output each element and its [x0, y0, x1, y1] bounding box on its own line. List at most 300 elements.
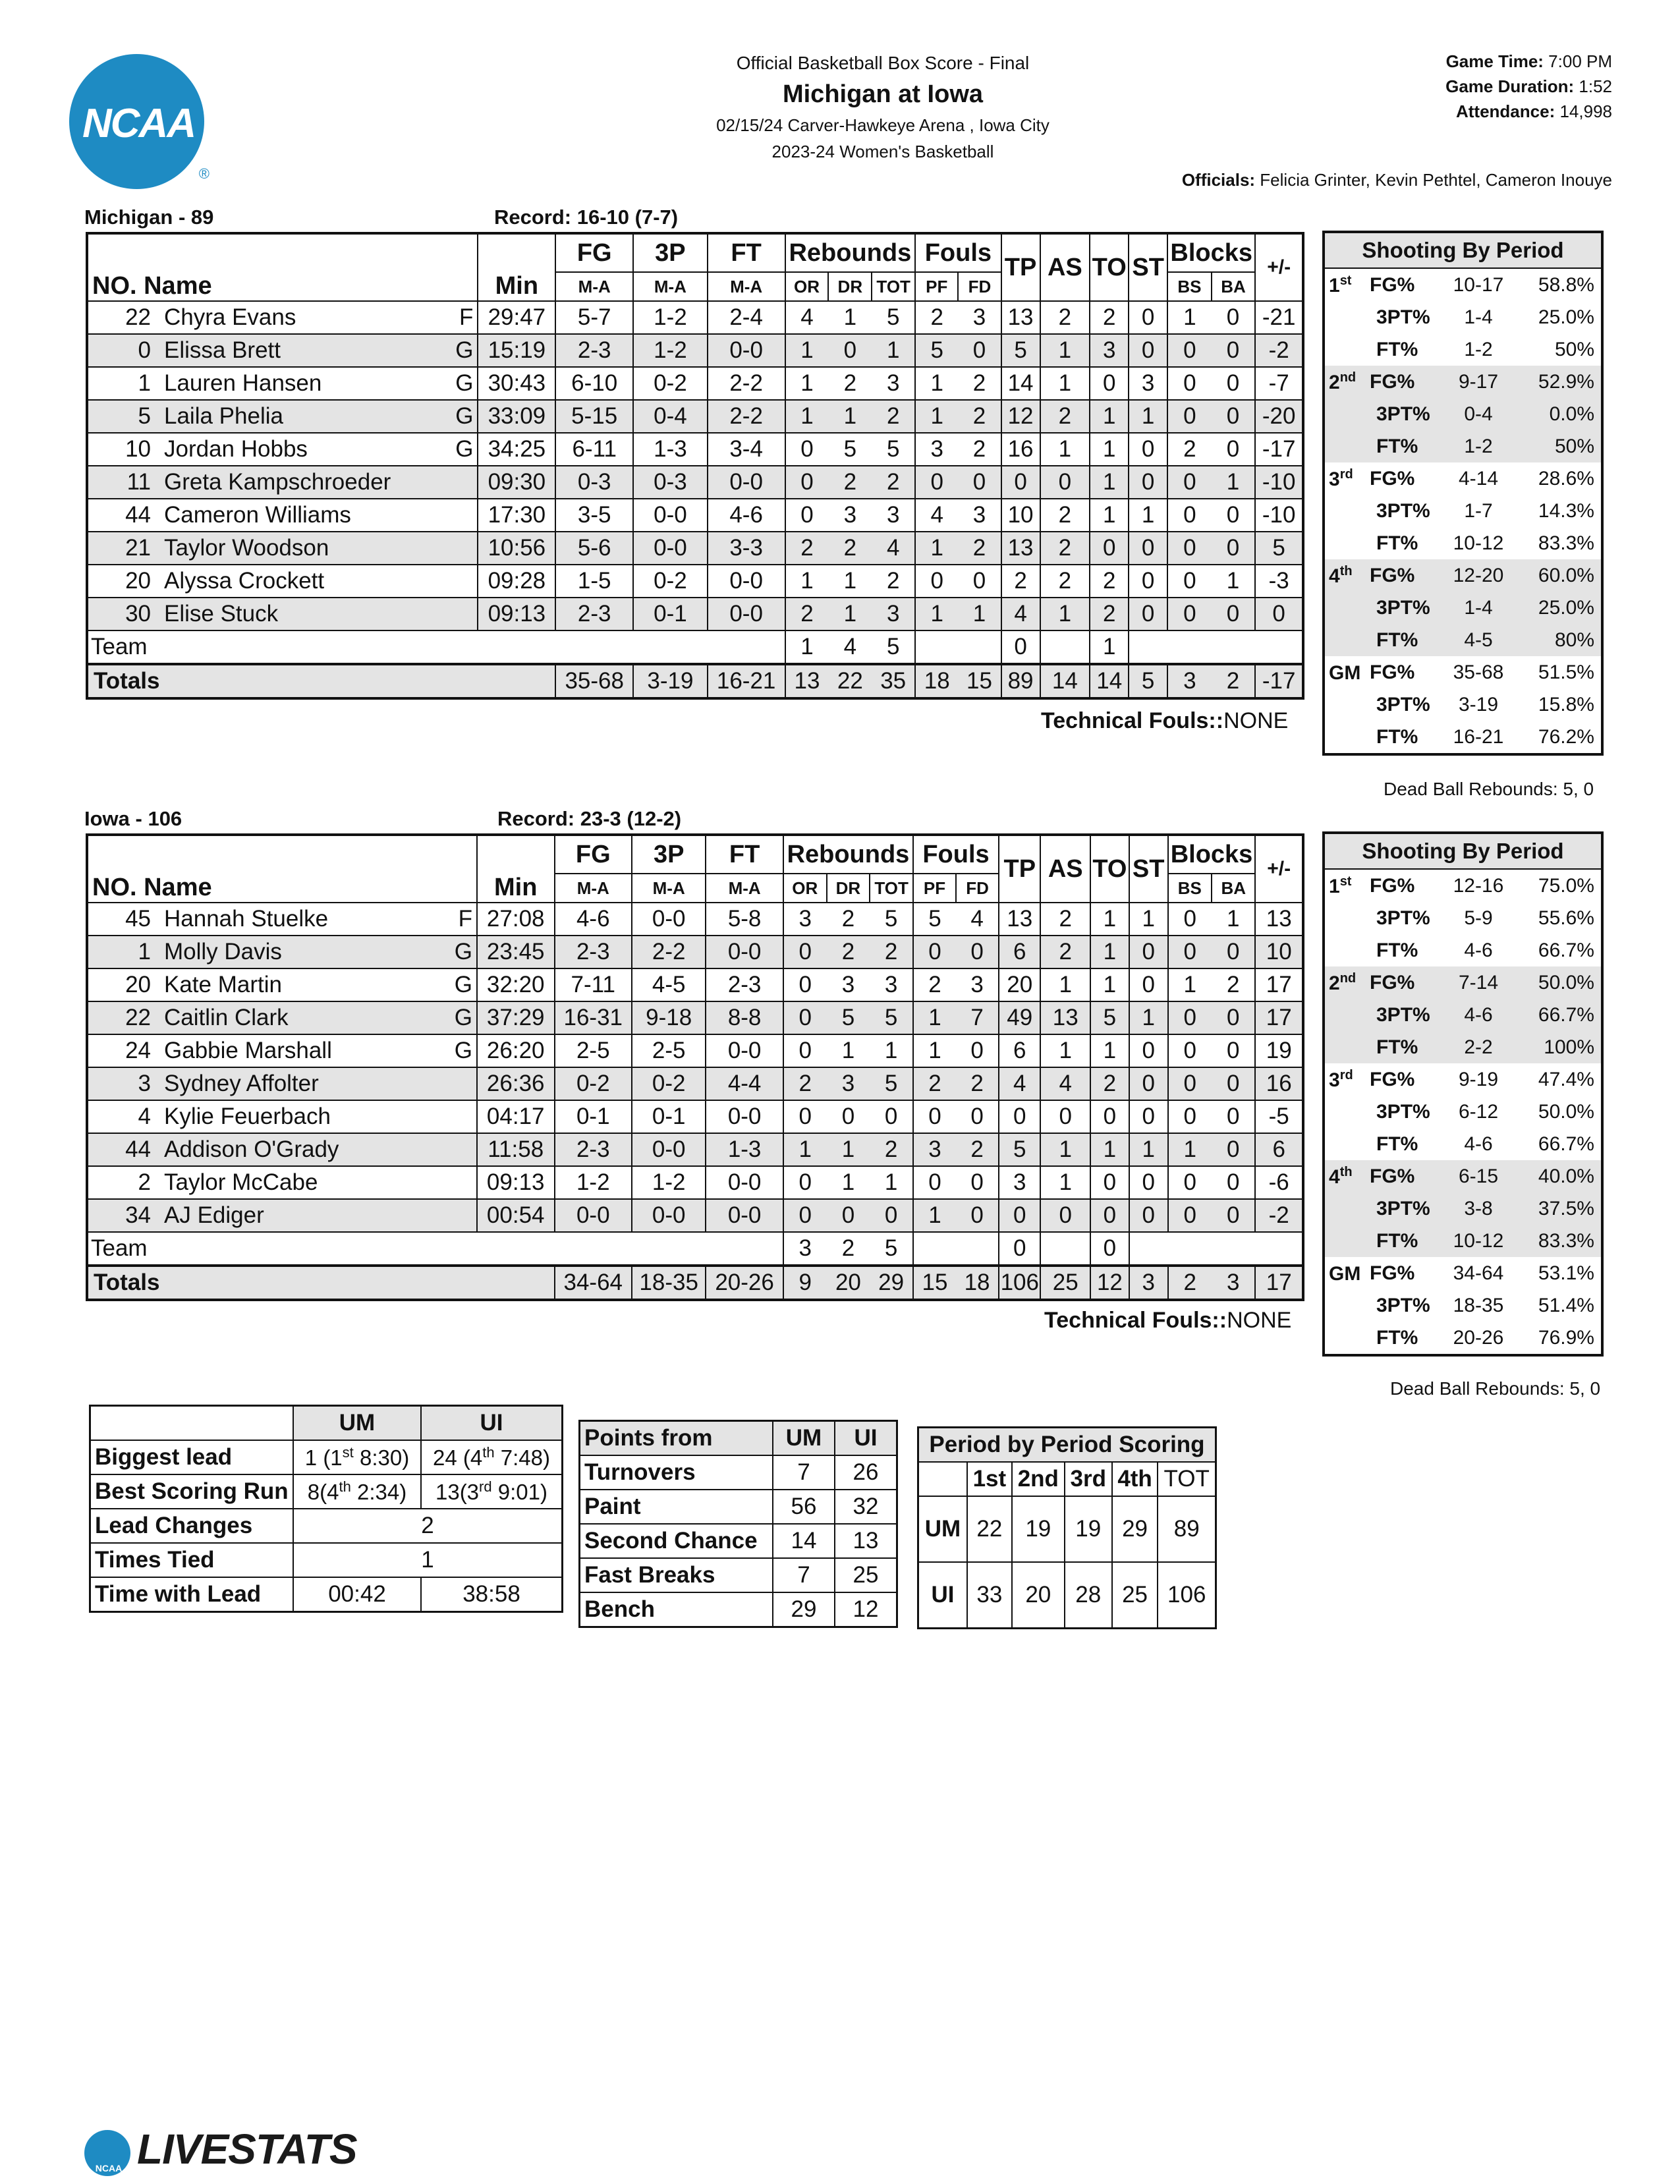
stat-ba: 0: [1212, 334, 1256, 367]
stat-tp: 13: [999, 903, 1040, 936]
stat-to: 1: [1090, 466, 1129, 499]
total-to: 14: [1090, 664, 1129, 698]
stat-ft: 0-0: [708, 466, 785, 499]
stat-st: 0: [1129, 301, 1167, 334]
iowa-shooting-by-period: [1322, 831, 1604, 1357]
stat-st: 0: [1129, 1100, 1168, 1133]
stat-tp3: 0-0: [633, 532, 708, 565]
tot-header: TOT: [870, 874, 913, 903]
sbp-period: [1324, 462, 1370, 495]
period-num: 2: [1329, 371, 1340, 393]
player-number: 1: [138, 939, 151, 965]
sbp-made-attempted: 12-16: [1453, 874, 1504, 897]
stat-or: 0: [785, 466, 829, 499]
stat-pm: -21: [1255, 301, 1303, 334]
sbp-made-attempted: 1-2: [1464, 435, 1493, 457]
sbp-row: [1324, 333, 1602, 366]
stat-min: 10:56: [478, 532, 555, 565]
player-name: Hannah Stuelke: [164, 906, 329, 932]
totals-row: [87, 1266, 1303, 1300]
time-with-lead-um: 00:42: [293, 1577, 421, 1612]
sbp-row: [1324, 624, 1602, 656]
stat-bs: 0: [1167, 466, 1212, 499]
player-name: Jordan Hobbs: [164, 436, 308, 462]
stat-to: 1: [1090, 1034, 1129, 1067]
fg-ma: M-A: [555, 874, 632, 903]
sbp-stat-label: FT%: [1376, 629, 1418, 651]
total-to: 12: [1090, 1266, 1129, 1300]
val: 24 (4: [433, 1445, 483, 1470]
totals-row: [87, 664, 1303, 698]
stat-dr: 1: [828, 598, 872, 630]
period-col-header: 3rd: [1065, 1462, 1112, 1496]
player-rows: [87, 301, 1303, 698]
stat-pm: -6: [1255, 1166, 1303, 1199]
player-name: Gabbie Marshall: [164, 1038, 332, 1063]
stat-pf: 1: [915, 598, 958, 630]
stat-tp: 13: [1001, 532, 1040, 565]
stat-tot: 5: [872, 301, 915, 334]
stat-pm: 0: [1255, 598, 1303, 630]
player-name: Taylor Woodson: [164, 535, 329, 561]
stat-tp: 13: [1001, 301, 1040, 334]
stat-pm: 13: [1255, 903, 1303, 936]
stat-tp3: 2-2: [632, 936, 706, 968]
stat-min: 15:19: [478, 334, 555, 367]
total-or: 13: [785, 664, 829, 698]
biggest-lead-ui: [421, 1440, 563, 1474]
player-row: [87, 433, 1303, 466]
period-num: 4: [1329, 565, 1340, 587]
stat-ft: 0-0: [708, 565, 785, 598]
stat-ft: 5-8: [706, 903, 783, 936]
lead-changes-value: 2: [293, 1509, 563, 1543]
period-num: 3: [1329, 1069, 1340, 1091]
sbp-made-attempted: 3-8: [1464, 1197, 1493, 1219]
player-name: Sydney Affolter: [164, 1071, 319, 1096]
michigan-shooting-by-period: [1322, 231, 1604, 756]
period-col-header: 4th: [1112, 1462, 1158, 1496]
game-time-label: Game Time:: [1445, 51, 1544, 71]
sbp-percent: 40.0%: [1538, 1165, 1594, 1187]
stat-st: 0: [1129, 598, 1167, 630]
stat-bs: 0: [1167, 334, 1212, 367]
period-corner: [918, 1462, 968, 1496]
sbp-stat-label: FG%: [1370, 1068, 1415, 1090]
stat-or: 0: [783, 1100, 827, 1133]
sbp-row: [1324, 559, 1602, 592]
player-name: Greta Kampschroeder: [164, 469, 391, 495]
sbp-period: [1324, 1128, 1370, 1160]
stat-pf: 2: [913, 1067, 956, 1100]
player-name-cell: [87, 499, 478, 532]
stat-dr: 1: [828, 301, 872, 334]
points-label: Bench: [580, 1592, 773, 1627]
stat-pf: 0: [913, 936, 956, 968]
stat-as: 4: [1040, 1067, 1090, 1100]
stat-st: 0: [1129, 433, 1167, 466]
stat-tp3: 0-3: [633, 466, 708, 499]
stat-fd: 2: [958, 532, 1001, 565]
blocks-header: Blocks: [1167, 233, 1255, 272]
sbp-percent: 66.7%: [1538, 1003, 1594, 1026]
iowa-label: Iowa - 106: [84, 807, 182, 830]
stat-pf: 5: [915, 334, 958, 367]
player-name: Caitlin Clark: [164, 1005, 289, 1030]
period-num: GM: [1329, 1262, 1361, 1285]
player-number: 44: [125, 502, 151, 528]
stat-or: 0: [783, 936, 827, 968]
sbp-row: [1324, 1063, 1602, 1096]
sbp-title: Shooting By Period: [1324, 232, 1602, 268]
player-row: [87, 532, 1303, 565]
total-as: 14: [1040, 664, 1090, 698]
sbp-period: [1324, 934, 1370, 966]
stat-as: 1: [1040, 1166, 1090, 1199]
stat-fg: 0-0: [555, 1199, 632, 1232]
sbp-stat-label: FT%: [1376, 725, 1418, 748]
player-name-cell: [87, 565, 478, 598]
3p-header: 3P: [632, 835, 706, 874]
stat-to: 3: [1090, 334, 1129, 367]
stat-ba: 0: [1212, 301, 1256, 334]
officials-label: Officials:: [1181, 170, 1256, 190]
fg-header: FG: [555, 835, 632, 874]
michigan-technical-fouls: [1041, 708, 1288, 734]
player-name-cell: [87, 532, 478, 565]
player-name-cell: [87, 1199, 477, 1232]
time-with-lead-ui: 38:58: [421, 1577, 563, 1612]
total-st: 3: [1129, 1266, 1168, 1300]
tech-value: NONE: [1227, 1308, 1292, 1333]
stat-as: 2: [1040, 565, 1090, 598]
stat-ba: 1: [1212, 903, 1255, 936]
player-name-cell: [87, 1001, 477, 1034]
header-row: [87, 233, 1303, 272]
stat-st: 0: [1129, 936, 1168, 968]
stat-as: 2: [1040, 400, 1090, 433]
stat-as: 13: [1040, 1001, 1090, 1034]
stat-pf: 4: [915, 499, 958, 532]
stat-to: 0: [1090, 532, 1129, 565]
stat-tot: 5: [870, 903, 913, 936]
player-position: G: [455, 337, 474, 363]
player-name-cell: [87, 301, 478, 334]
player-name: Elise Stuck: [164, 601, 279, 627]
stat-as: 1: [1040, 1133, 1090, 1166]
stat-st: 1: [1129, 400, 1167, 433]
stat-dr: 2: [828, 367, 872, 400]
stat-to: 1: [1090, 630, 1129, 664]
stat-dr: 2: [828, 466, 872, 499]
stat-ba: 1: [1212, 466, 1256, 499]
player-row: [87, 499, 1303, 532]
sbp-stat-label: 3PT%: [1376, 1100, 1430, 1123]
stat-as-empty: [1040, 630, 1090, 664]
rebounds-header: Rebounds: [785, 233, 916, 272]
player-name-cell: [87, 400, 478, 433]
team-row: [87, 630, 1303, 664]
sbp-made-attempted: 6-12: [1458, 1100, 1499, 1123]
sbp-stat-label: 3PT%: [1376, 403, 1430, 425]
sbp-stat-label: 3PT%: [1376, 596, 1430, 619]
stat-fg: 0-3: [555, 466, 633, 499]
player-row: [87, 598, 1303, 630]
sup: th: [339, 1478, 351, 1495]
sbp-percent: 66.7%: [1538, 939, 1594, 961]
tp-header: TP: [1001, 233, 1040, 301]
stat-tp: 0: [999, 1100, 1040, 1133]
stat-tot: 5: [872, 630, 915, 664]
stat-ba: 0: [1212, 598, 1256, 630]
total-pm: -17: [1255, 664, 1303, 698]
stat-min: 17:30: [478, 499, 555, 532]
player-name-cell: [87, 968, 477, 1001]
player-number: 2: [138, 1169, 151, 1195]
dr-header: DR: [828, 272, 872, 301]
total-tot: 35: [872, 664, 915, 698]
stat-tp: 14: [1001, 367, 1040, 400]
period-team: UM: [918, 1496, 968, 1562]
stat-or: 4: [785, 301, 829, 334]
sbp-row: [1324, 1096, 1602, 1128]
player-name: Taylor McCabe: [164, 1169, 318, 1195]
period-score: 89: [1158, 1496, 1216, 1562]
stat-as-empty: [1040, 1232, 1090, 1266]
game-title: Michigan at Iowa: [782, 80, 984, 108]
stat-pm: 6: [1255, 1133, 1303, 1166]
stat-fd: 0: [958, 466, 1001, 499]
row-label: Times Tied: [90, 1543, 294, 1577]
period-row: [918, 1496, 1216, 1562]
sbp-percent: 50%: [1554, 338, 1594, 360]
stat-pf: 1: [913, 1199, 956, 1232]
sbp-period: [1324, 966, 1370, 999]
stat-pf: 2: [915, 301, 958, 334]
stat-min: 26:36: [477, 1067, 555, 1100]
stat-ba: 0: [1212, 1100, 1255, 1133]
time-with-lead-row: [90, 1577, 563, 1612]
stat-ba: 0: [1212, 936, 1255, 968]
stat-pm: -3: [1255, 565, 1303, 598]
officials: [1182, 170, 1612, 190]
stat-pm: -2: [1255, 334, 1303, 367]
stat-fg: 7-11: [555, 968, 632, 1001]
stat-bs: 0: [1167, 400, 1212, 433]
player-row: [87, 968, 1303, 1001]
stat-pf: 2: [913, 968, 956, 1001]
michigan-dead-ball: Dead Ball Rebounds: 5, 0: [1384, 779, 1594, 799]
period-score: 106: [1158, 1562, 1216, 1629]
st-header: ST: [1129, 835, 1168, 903]
times-tied-row: [90, 1543, 563, 1577]
stat-fd: 0: [958, 565, 1001, 598]
player-number: 3: [138, 1071, 151, 1096]
sbp-row: [1324, 1257, 1602, 1289]
sbp-stat-label: 3PT%: [1376, 693, 1430, 715]
stat-ba: 0: [1212, 433, 1256, 466]
sbp-percent: 47.4%: [1538, 1068, 1594, 1090]
stat-ba: 0: [1212, 1166, 1255, 1199]
fouls-header: Fouls: [913, 835, 999, 874]
stat-or: 1: [785, 400, 829, 433]
player-number: 44: [125, 1136, 151, 1162]
michigan-record: Record: 16-10 (7-7): [494, 206, 679, 229]
ba-header: BA: [1212, 272, 1256, 301]
stat-to: 2: [1090, 598, 1129, 630]
stat-as: 0: [1040, 466, 1090, 499]
stat-min: 04:17: [477, 1100, 555, 1133]
points-ui-header: UI: [835, 1421, 897, 1456]
stat-tot: 3: [870, 968, 913, 1001]
player-row: [87, 1166, 1303, 1199]
stat-tp3: 0-0: [632, 903, 706, 936]
val-rest: 9:01): [491, 1480, 547, 1504]
stat-ft: 0-0: [706, 1100, 783, 1133]
stat-to: 1: [1090, 903, 1129, 936]
sbp-stat-label: FG%: [1370, 1262, 1415, 1284]
stat-as: 1: [1040, 968, 1090, 1001]
stat-tp: 6: [999, 1034, 1040, 1067]
stat-dr: 3: [827, 1067, 870, 1100]
pf-header: PF: [915, 272, 958, 301]
stat-pm: -10: [1255, 499, 1303, 532]
ba-header: BA: [1212, 874, 1255, 903]
stat-pm: -7: [1255, 367, 1303, 400]
val: 8(4: [307, 1480, 339, 1504]
stat-or: 1: [785, 630, 829, 664]
player-number: 20: [125, 972, 151, 997]
stat-dr: 1: [828, 400, 872, 433]
sbp-made-attempted: 12-20: [1453, 564, 1504, 586]
points-row: [580, 1558, 897, 1592]
player-row: [87, 1133, 1303, 1166]
val-rest: 7:48): [494, 1445, 550, 1470]
player-name-cell: [87, 598, 478, 630]
total-fg: 35-68: [555, 664, 633, 698]
player-rows: [87, 903, 1303, 1300]
stat-tot: 0: [870, 1100, 913, 1133]
stat-ft: 4-4: [706, 1067, 783, 1100]
period-num: 1: [1329, 875, 1340, 897]
stat-pf: 1: [913, 1001, 956, 1034]
ft-ma: M-A: [706, 874, 783, 903]
stat-ba: 0: [1212, 499, 1256, 532]
officials-names: Felicia Grinter, Kevin Pethtel, Cameron Inouye: [1260, 170, 1612, 190]
stat-tp3: 0-0: [633, 499, 708, 532]
stat-fg: 6-10: [555, 367, 633, 400]
total-pm: 17: [1255, 1266, 1303, 1300]
sbp-row: [1324, 1160, 1602, 1192]
sbp-row: [1324, 1031, 1602, 1063]
stat-as: 0: [1040, 1100, 1090, 1133]
stat-fd: 0: [958, 334, 1001, 367]
stat-fd: 1: [958, 598, 1001, 630]
stat-tot: 2: [872, 400, 915, 433]
ft-ma: M-A: [708, 272, 785, 301]
stat-pf: 0: [913, 1166, 956, 1199]
stat-tot: 5: [870, 1001, 913, 1034]
stat-or: 2: [785, 598, 829, 630]
stat-dr: 1: [827, 1034, 870, 1067]
player-position: F: [459, 304, 474, 330]
game-info: [1445, 49, 1612, 124]
duration-label: Game Duration:: [1445, 76, 1575, 96]
player-name-cell: [87, 1067, 477, 1100]
stat-fg: 1-5: [555, 565, 633, 598]
stat-tot: 4: [872, 532, 915, 565]
stat-to: 0: [1090, 1232, 1129, 1266]
tech-label: Technical Fouls::: [1044, 1308, 1227, 1333]
points-ui: 13: [835, 1524, 897, 1558]
sbp-period: [1324, 592, 1370, 624]
min-header: Min: [478, 233, 555, 301]
sbp-percent: 76.9%: [1538, 1326, 1594, 1349]
total-bs: 3: [1167, 664, 1212, 698]
sbp-made-attempted: 6-15: [1458, 1165, 1499, 1187]
tech-label: Technical Fouls::: [1041, 708, 1224, 733]
stat-as: 1: [1040, 367, 1090, 400]
rebounds-header: Rebounds: [783, 835, 913, 874]
stat-st: 0: [1129, 532, 1167, 565]
player-name-cell: [87, 466, 478, 499]
stat-to: 1: [1090, 499, 1129, 532]
total-tot: 29: [870, 1266, 913, 1300]
stat-as: 2: [1040, 936, 1090, 968]
points-label: Paint: [580, 1490, 773, 1524]
period-title-row: [918, 1428, 1216, 1463]
stat-ba: 1: [1212, 565, 1256, 598]
as-header: AS: [1040, 835, 1090, 903]
stat-to: 0: [1090, 367, 1129, 400]
stat-bs: 1: [1168, 968, 1212, 1001]
stat-tp: 10: [1001, 499, 1040, 532]
total-st: 5: [1129, 664, 1167, 698]
points-row: [580, 1455, 897, 1490]
sbp-stat-label: FG%: [1370, 1165, 1415, 1187]
period-col-header: 2nd: [1012, 1462, 1065, 1496]
sbp-made-attempted: 1-2: [1464, 338, 1493, 360]
sbp-stat-label: 3PT%: [1376, 1294, 1430, 1316]
stat-tp: 5: [999, 1133, 1040, 1166]
or-header: OR: [785, 272, 829, 301]
sbp-period: [1324, 721, 1370, 754]
best-run-ui: [421, 1474, 563, 1509]
stat-fd: 0: [956, 1199, 999, 1232]
stat-bs: 0: [1168, 1034, 1212, 1067]
player-position: G: [454, 1005, 472, 1030]
sbp-percent: 50.0%: [1538, 1100, 1594, 1123]
sbp-percent: 66.7%: [1538, 1133, 1594, 1155]
stat-st: 1: [1129, 499, 1167, 532]
stat-st: 0: [1129, 565, 1167, 598]
stat-pm: 10: [1255, 936, 1303, 968]
sbp-made-attempted: 0-4: [1464, 403, 1493, 425]
sbp-made-attempted: 4-6: [1464, 939, 1493, 961]
stat-pm: -17: [1255, 433, 1303, 466]
player-position: G: [455, 436, 474, 462]
period-score: 20: [1012, 1562, 1065, 1629]
sbp-percent: 51.5%: [1538, 661, 1594, 683]
stat-as: 0: [1040, 1199, 1090, 1232]
tot-header: TOT: [872, 272, 915, 301]
stat-ft: 0-0: [706, 1166, 783, 1199]
stat-dr: 2: [827, 1232, 870, 1266]
player-number: 1: [138, 370, 151, 396]
summary-um-header: UM: [293, 1406, 421, 1441]
player-row: [87, 1199, 1303, 1232]
livestats-logo: [84, 2125, 361, 2184]
